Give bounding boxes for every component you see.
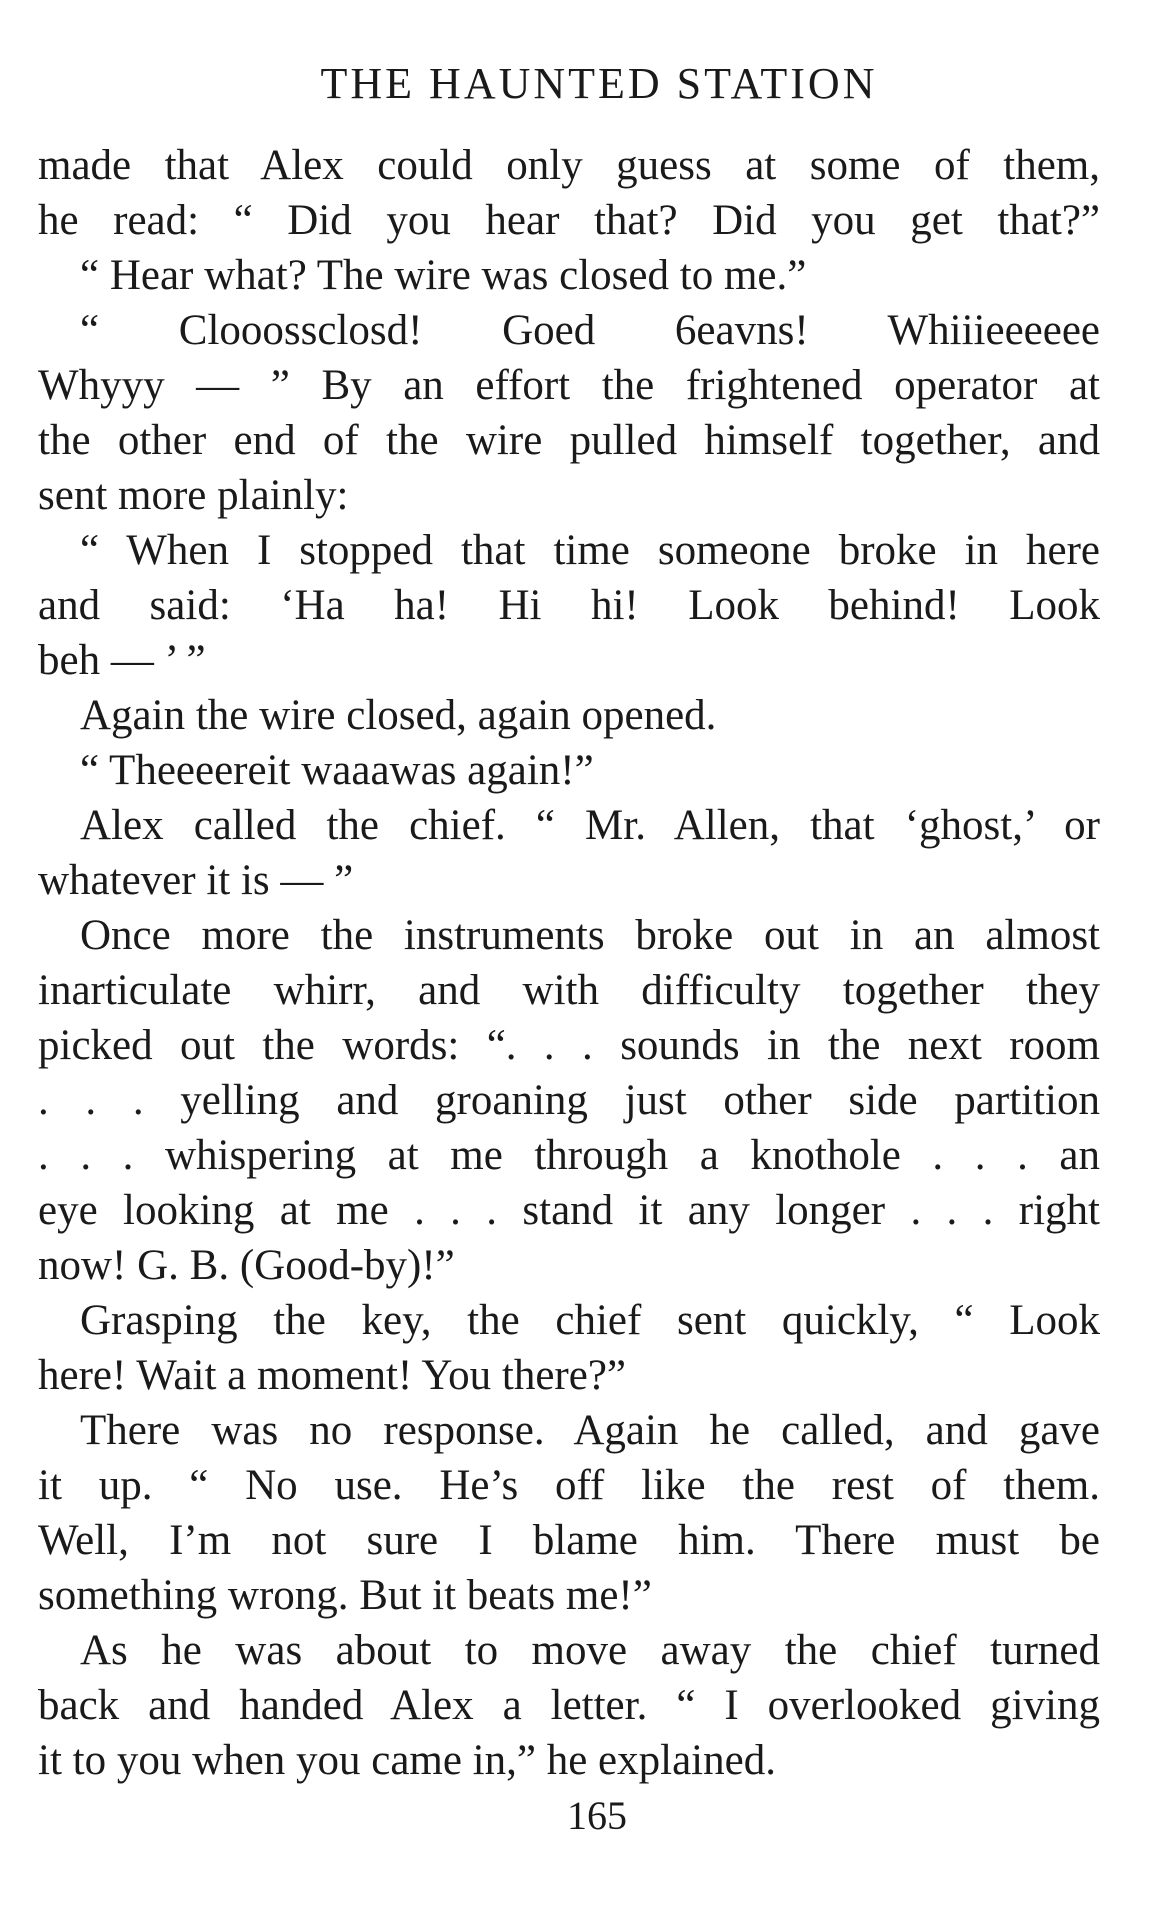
text-line: “ Hear what? The wire was closed to me.” bbox=[80, 252, 807, 299]
running-head: THE HAUNTED STATION bbox=[320, 59, 878, 108]
text-line: . . . whispering at me through a knothole . . . an bbox=[38, 1132, 1100, 1179]
text-line: made that Alex could only guess at some of them, bbox=[38, 142, 1100, 189]
text-line: back and handed Alex a letter. “ I overlooked giving bbox=[38, 1682, 1100, 1729]
text-line: “ Theeeereit waaawas again!” bbox=[80, 747, 594, 794]
text-line: Whyyy — ” By an effort the frightened operator at bbox=[38, 362, 1100, 409]
text-line: There was no response. Again he called, and gave bbox=[80, 1407, 1100, 1454]
text-line: here! Wait a moment! You there?” bbox=[38, 1352, 626, 1399]
page-number: 165 bbox=[567, 1793, 627, 1838]
text-line: Well, I’m not sure I blame him. There must be bbox=[38, 1517, 1100, 1564]
text-line: . . . yelling and groaning just other side partition bbox=[38, 1077, 1100, 1124]
text-line: Grasping the key, the chief sent quickly, “ Look bbox=[80, 1297, 1100, 1344]
text-line: inarticulate whirr, and with difficulty together they bbox=[38, 967, 1100, 1014]
text-line: whatever it is — ” bbox=[38, 857, 354, 904]
body-text bbox=[38, 138, 1100, 1788]
text-line: and said: ‘Ha ha! Hi hi! Look behind! Look bbox=[38, 582, 1100, 629]
text-line: picked out the words: “. . . sounds in the next room bbox=[38, 1022, 1100, 1069]
text-line: “ Clooossclosd! Goed 6eavns! Whiiieeeeee bbox=[80, 307, 1100, 354]
text-line: it up. “ No use. He’s off like the rest of them. bbox=[38, 1462, 1100, 1509]
text-line: something wrong. But it beats me!” bbox=[38, 1572, 652, 1619]
text-line: beh — ’ ” bbox=[38, 637, 206, 684]
text-line: it to you when you came in,” he explained. bbox=[38, 1737, 776, 1784]
text-line: the other end of the wire pulled himself together, and bbox=[38, 417, 1100, 464]
text-line: eye looking at me . . . stand it any longer . . . right bbox=[38, 1187, 1100, 1234]
text-line: he read: “ Did you hear that? Did you get that?” bbox=[38, 197, 1100, 244]
text-line: now! G. B. (Good-by)!” bbox=[38, 1242, 455, 1289]
text-line: Again the wire closed, again opened. bbox=[80, 692, 717, 739]
text-line: Once more the instruments broke out in an almost bbox=[80, 912, 1100, 959]
text-line: Alex called the chief. “ Mr. Allen, that ‘ghost,’ or bbox=[80, 802, 1100, 849]
text-line: As he was about to move away the chief turned bbox=[80, 1627, 1100, 1674]
text-line: sent more plainly: bbox=[38, 472, 349, 519]
text-line: “ When I stopped that time someone broke in here bbox=[80, 527, 1100, 574]
